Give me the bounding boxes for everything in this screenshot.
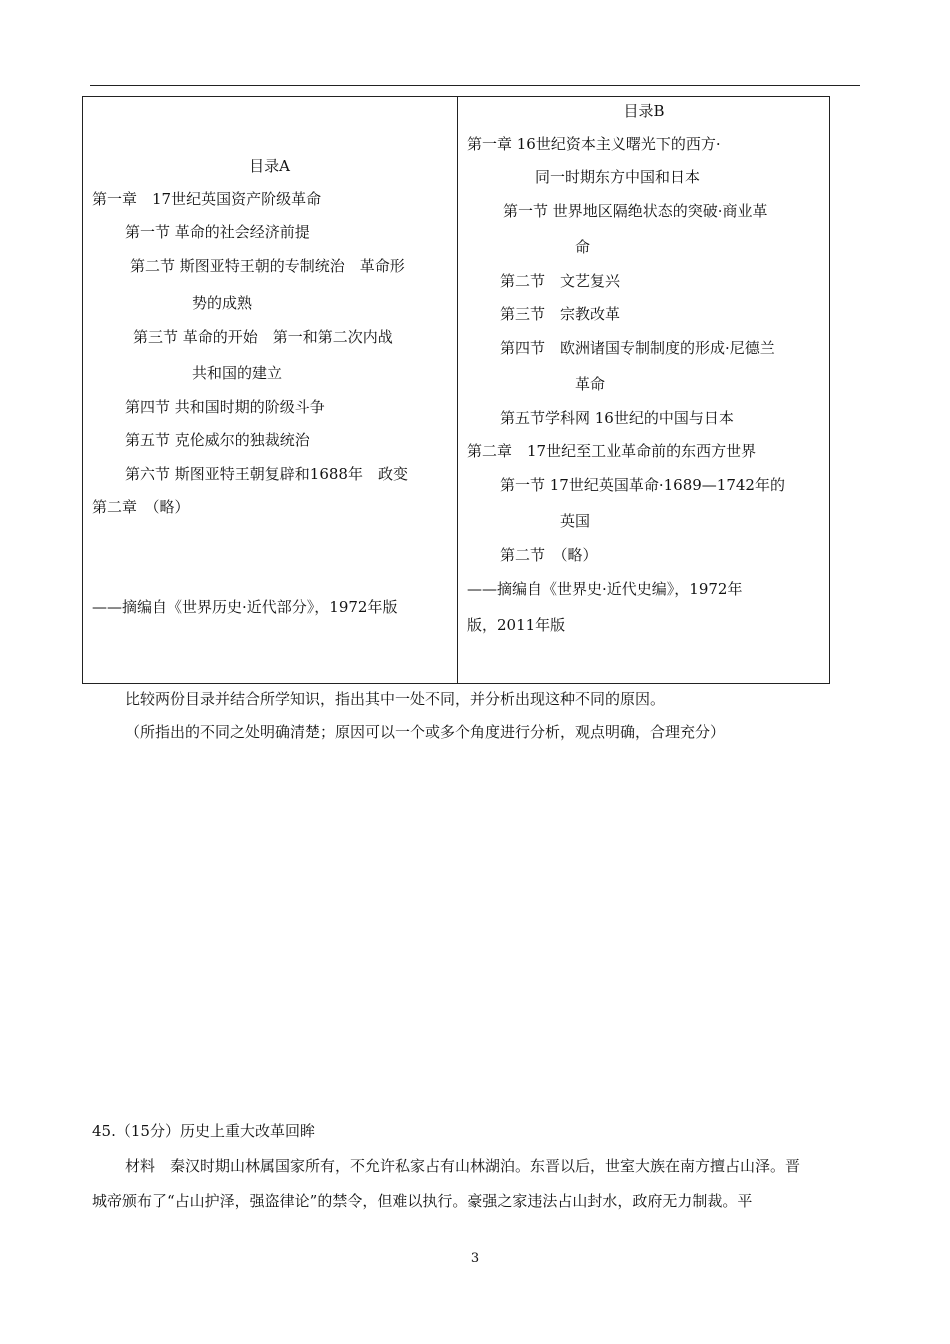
toc-b-source: 版，2011年版 — [467, 616, 566, 634]
toc-a-line: 共和国的建立 — [192, 364, 283, 382]
toc-b-line: 革命 — [575, 375, 606, 393]
question-requirement: （所指出的不同之处明确清楚；原因可以一个或多个角度进行分析，观点明确，合理充分） — [125, 723, 726, 741]
toc-a-line: 第一章 17世纪英国资产阶级革命 — [92, 190, 322, 208]
toc-b-line: 第五节学科网 16世纪的中国与日本 — [500, 409, 734, 427]
toc-b-line: 命 — [575, 238, 591, 256]
page-number: 3 — [470, 1251, 480, 1266]
table-column-divider — [457, 96, 458, 684]
toc-b-line: 第二节 文艺复兴 — [500, 272, 621, 290]
toc-a-title: 目录A — [249, 157, 290, 175]
toc-b-line: 第四节 欧洲诸国专制制度的形成·尼德兰 — [500, 339, 775, 357]
toc-b-line: 第一节 世界地区隔绝状态的突破·商业革 — [503, 202, 768, 220]
toc-a-line: 第二章 （略） — [92, 498, 190, 516]
q45-material-line: 材料 秦汉时期山林属国家所有，不允许私家占有山林湖泊。东晋以后，世室大族在南方擅占山泽。晋 — [125, 1157, 801, 1175]
toc-b-line: 第一章 16世纪资本主义曙光下的西方· — [467, 135, 721, 153]
toc-a-line: 第三节 革命的开始 第一和第二次内战 — [133, 328, 393, 346]
q45-heading: 45.（15分）历史上重大改革回眸 — [92, 1122, 315, 1140]
toc-b-source: ——摘编自《世界史·近代史编》，1972年 — [467, 580, 743, 598]
question-prompt: 比较两份目录并结合所学知识，指出其中一处不同，并分析出现这种不同的原因。 — [125, 690, 666, 708]
toc-b-line: 第二章 17世纪至工业革命前的东西方世界 — [467, 442, 757, 460]
q45-material-line: 城帝颁布了“占山护泽，强盗律论”的禁令，但难以执行。豪强之家违法占山封水，政府无力制裁。平 — [92, 1192, 753, 1210]
toc-b-line: 同一时期东方中国和日本 — [535, 168, 701, 186]
toc-b-line: 第二节 （略） — [500, 546, 598, 564]
toc-a-source: ——摘编自《世界历史·近代部分》，1972年版 — [92, 598, 398, 616]
toc-b-line: 第一节 17世纪英国革命·1689—1742年的 — [500, 476, 785, 494]
header-rule — [90, 85, 860, 86]
toc-a-line: 第二节 斯图亚特王朝的专制统治 革命形 — [130, 257, 405, 275]
toc-a-line: 势的成熟 — [192, 294, 253, 312]
toc-b-title: 目录B — [623, 102, 665, 120]
toc-b-line: 英国 — [560, 512, 591, 530]
toc-a-line: 第六节 斯图亚特王朝复辟和1688年 政变 — [125, 465, 408, 483]
toc-a-line: 第四节 共和国时期的阶级斗争 — [125, 398, 325, 416]
toc-a-line: 第一节 革命的社会经济前提 — [125, 223, 310, 241]
toc-b-line: 第三节 宗教改革 — [500, 305, 621, 323]
toc-a-line: 第五节 克伦威尔的独裁统治 — [125, 431, 310, 449]
